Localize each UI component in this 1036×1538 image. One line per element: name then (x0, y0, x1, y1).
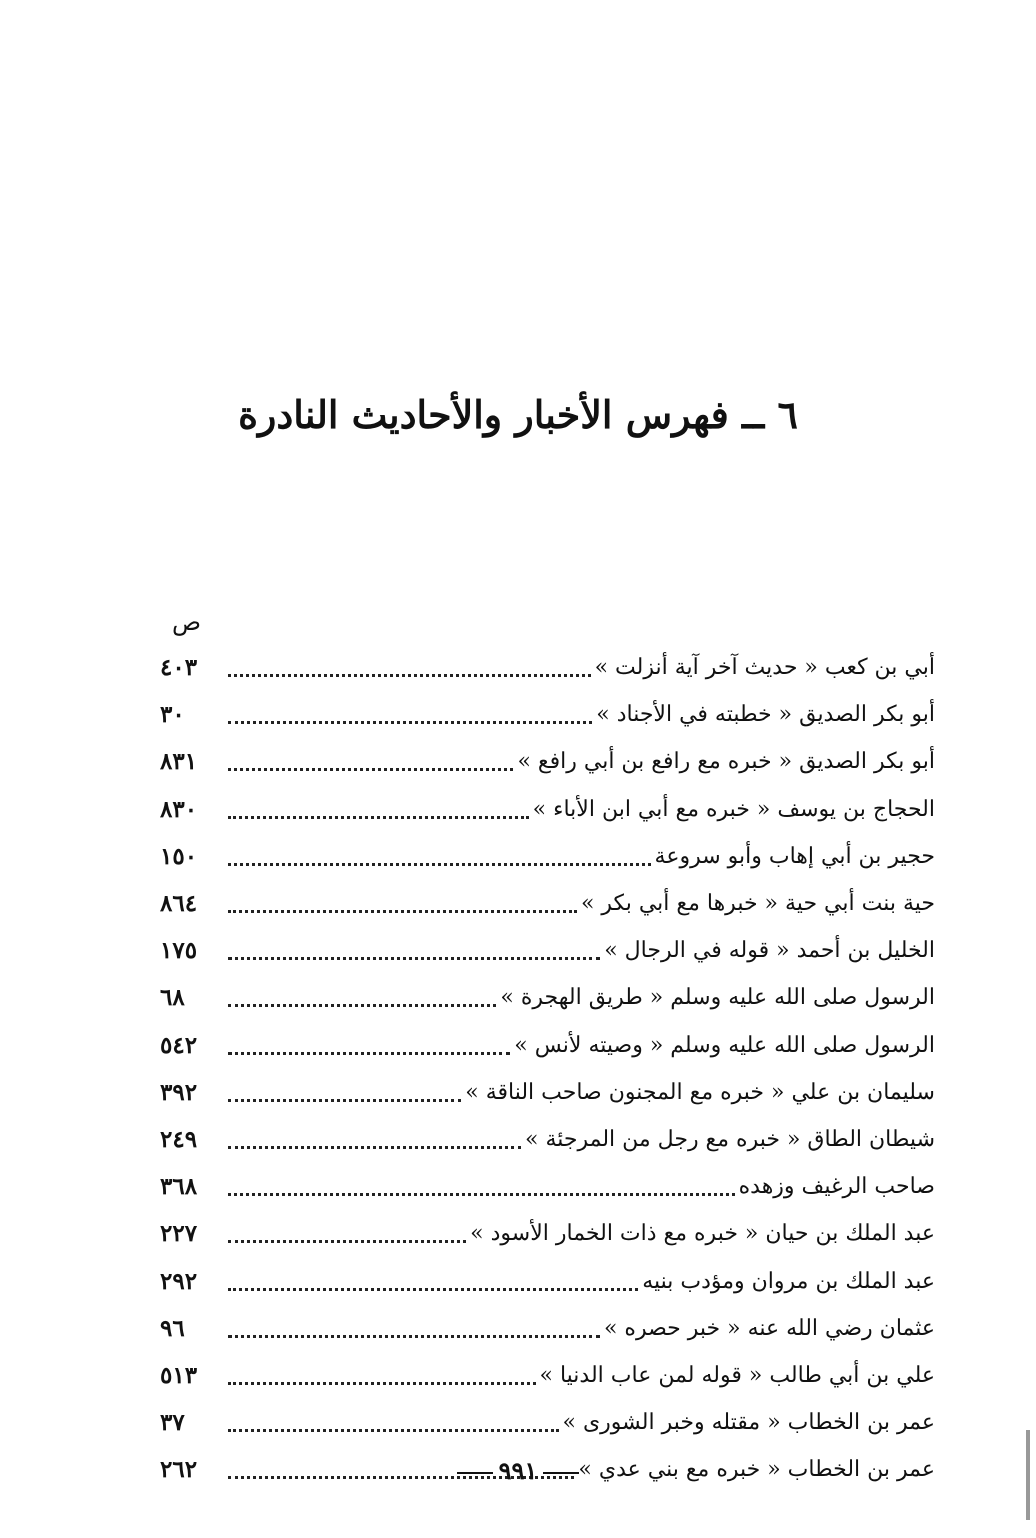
entry-page-number: ٩٦ (160, 1314, 185, 1342)
index-entry (160, 927, 935, 974)
entry-title: الرسول صلى الله عليه وسلم « وصيته لأنس » (514, 1032, 935, 1058)
entry-page-number: ٣٦٨ (160, 1173, 198, 1201)
dot-leader (228, 1382, 536, 1385)
folio-dash-left (543, 1472, 579, 1474)
entry-page-number: ٣٠ (160, 701, 185, 729)
entry-page-number: ٤٠٣ (160, 654, 198, 682)
index-entry (160, 1116, 935, 1163)
entry-page-number: ١٥٠ (160, 842, 198, 870)
entry-page-number: ٨٦٤ (160, 890, 198, 918)
dot-leader (228, 674, 591, 677)
entry-page-number: ٢٦٢ (160, 1456, 198, 1484)
entry-title: شيطان الطاق « خبره مع رجل من المرجئة » (525, 1126, 935, 1152)
entry-title: عمر بن الخطاب « مقتله وخبر الشورى » (562, 1410, 935, 1436)
entry-title: عمر بن الخطاب « خبره مع بني عدي » (578, 1457, 935, 1483)
dot-leader (228, 1193, 735, 1196)
index-entry (160, 1305, 935, 1352)
index-entry (160, 738, 935, 785)
entry-title: عثمان رضي الله عنه « خبر حصره » (603, 1315, 935, 1341)
entry-page-number: ١٧٥ (160, 937, 198, 965)
index-entry (160, 1257, 935, 1304)
dot-leader (228, 721, 592, 724)
dot-leader (228, 1004, 496, 1007)
entry-page-number: ٥١٣ (160, 1361, 198, 1389)
entry-title: عبد الملك بن حيان « خبره مع ذات الخمار الأسود » (470, 1221, 935, 1247)
dot-leader (228, 910, 577, 913)
entry-page-number: ٨٣١ (160, 748, 198, 776)
entry-title: الرسول صلى الله عليه وسلم « طريق الهجرة » (500, 985, 935, 1011)
index-entry (160, 1352, 935, 1399)
folio-dash-right (457, 1472, 493, 1474)
entry-title: الخليل بن أحمد « قوله في الرجال » (604, 938, 935, 964)
entry-page-number: ٣٩٢ (160, 1078, 198, 1106)
entry-page-number: ٢٢٧ (160, 1220, 198, 1248)
dot-leader (228, 768, 513, 771)
entry-page-number: ٦٨ (160, 984, 185, 1012)
entry-page-number: ٢٤٩ (160, 1125, 198, 1153)
index-entry (160, 1399, 935, 1446)
page-folio (0, 1456, 1036, 1485)
entry-title: أبو بكر الصديق « خبره مع رافع بن أبي رافع » (517, 749, 935, 775)
index-entry (160, 691, 935, 738)
entry-page-number: ٨٣٠ (160, 795, 198, 823)
index-entry (160, 974, 935, 1021)
dot-leader (228, 816, 529, 819)
index-entry (160, 1210, 935, 1257)
dot-leader (228, 1052, 510, 1055)
dot-leader (228, 1099, 461, 1102)
index-entry (160, 880, 935, 927)
entry-title: حية بنت أبي حية « خبرها مع أبي بكر » (580, 891, 935, 917)
entry-title: عبد الملك بن مروان ومؤدب بنيه (642, 1268, 935, 1294)
index-entry (160, 1022, 935, 1069)
dot-leader (228, 863, 651, 866)
entry-title: علي بن أبي طالب « قوله لمن عاب الدنيا » (539, 1362, 935, 1388)
dot-leader (228, 1146, 521, 1149)
index-entry (160, 786, 935, 833)
entry-page-number: ٣٧ (160, 1409, 185, 1437)
dot-leader (228, 1429, 559, 1432)
entry-title: الحجاج بن يوسف « خبره مع أبي ابن الأباء » (532, 796, 935, 822)
index-entry-list (160, 644, 935, 1493)
index-entry (160, 833, 935, 880)
index-entry (160, 1163, 935, 1210)
entry-title: أبي بن كعب « حديث آخر آية أنزلت » (594, 655, 935, 681)
index-entry (160, 644, 935, 691)
dot-leader (228, 1335, 600, 1338)
folio-number: ٩٩١ (498, 1456, 538, 1485)
entry-title: صاحب الرغيف وزهده (738, 1174, 935, 1200)
entry-title: أبو بكر الصديق « خطبته في الأجناد » (596, 702, 935, 728)
dot-leader (228, 1240, 466, 1243)
dot-leader (228, 1288, 638, 1291)
entry-page-number: ٢٩٢ (160, 1267, 198, 1295)
scan-edge-shadow (1026, 1430, 1030, 1520)
index-entry (160, 1069, 935, 1116)
page-column-header: ص (172, 608, 202, 636)
dot-leader (228, 957, 600, 960)
entry-title: سليمان بن علي « خبره مع المجنون صاحب الناقة » (465, 1079, 935, 1105)
page-title: ٦ ــ فهرس الأخبار والأحاديث النادرة (238, 392, 798, 437)
entry-title: حجير بن أبي إهاب وأبو سروعة (654, 843, 935, 869)
entry-page-number: ٥٤٢ (160, 1031, 198, 1059)
